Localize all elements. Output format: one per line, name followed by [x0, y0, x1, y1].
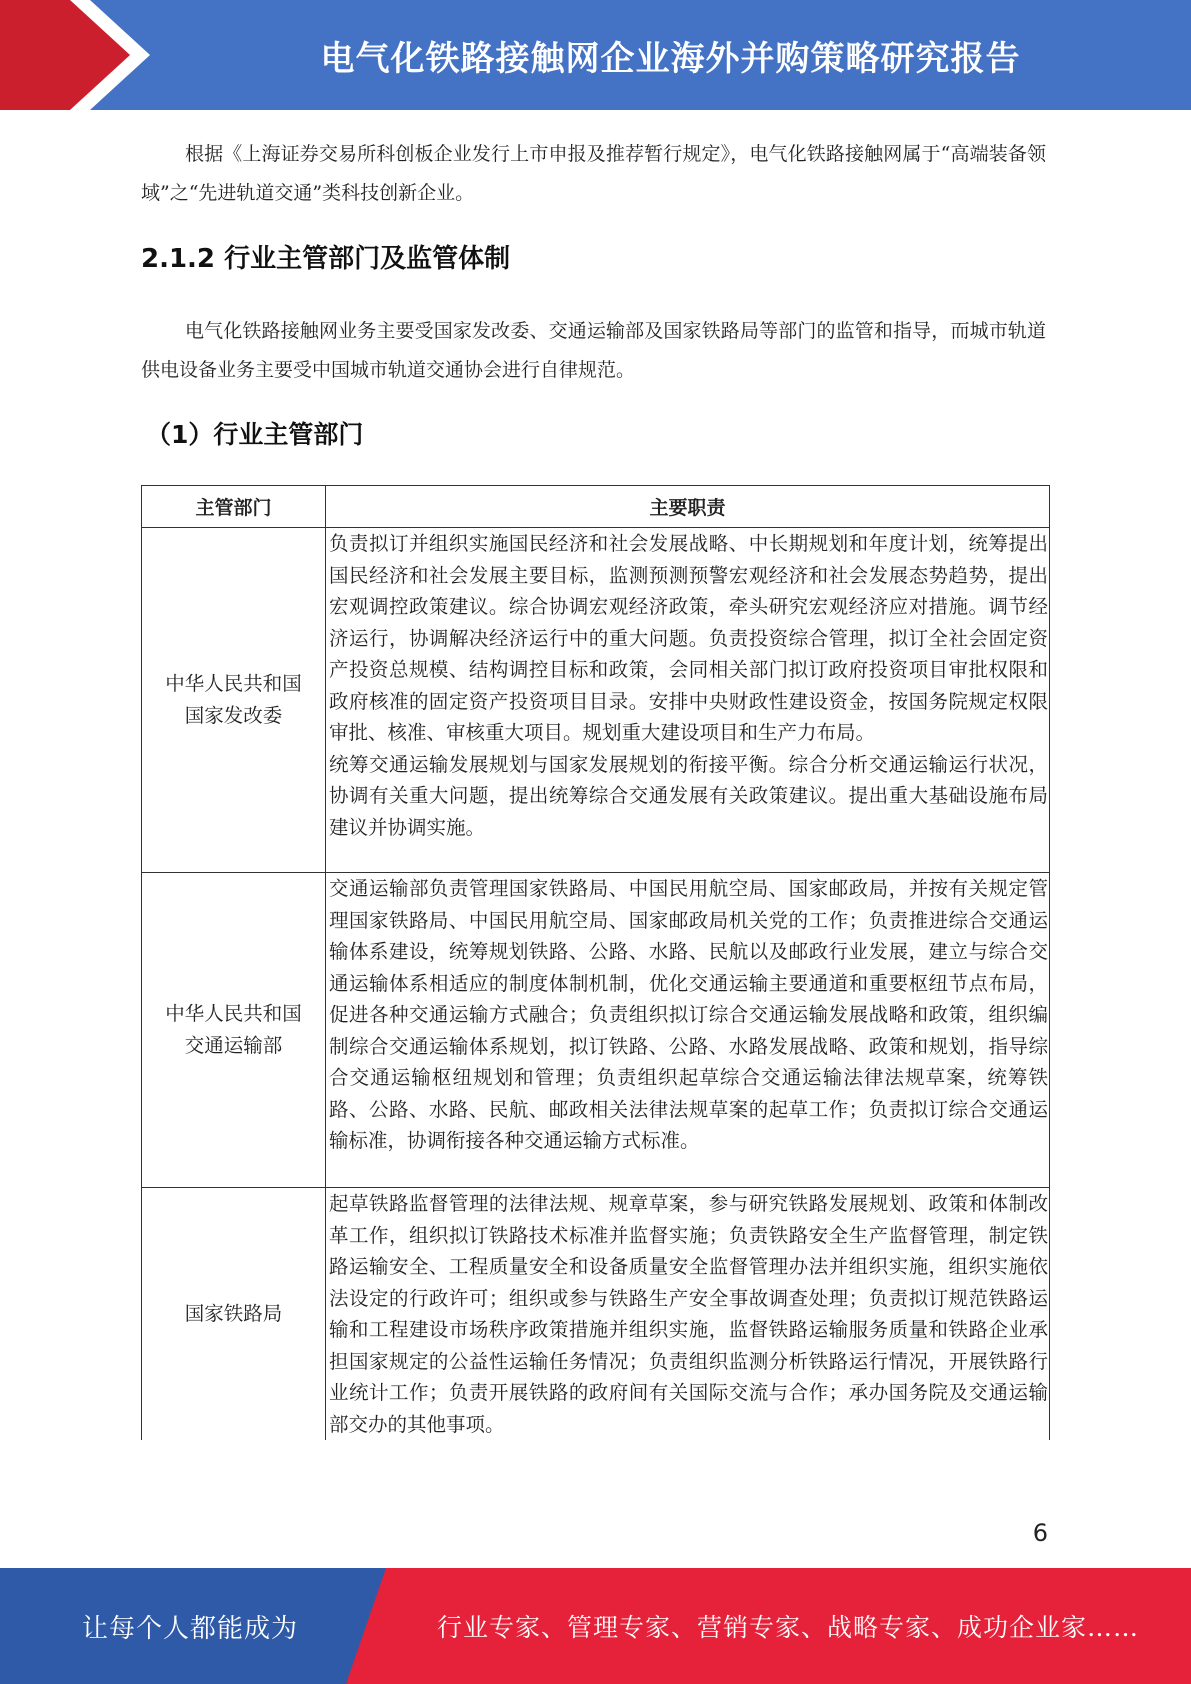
duties-cell: [326, 1188, 1050, 1441]
footer-slogan-left: 让每个人都能成为: [81, 1613, 298, 1644]
department-cell: [142, 873, 326, 1188]
department-name-line: 中华人民共和国: [165, 1002, 302, 1025]
department-name-line: 交通运输部: [184, 1034, 283, 1057]
column-header-duties: 主要职责: [326, 486, 1050, 528]
duties-text: 起草铁路监督管理的法律法规、规章草案，参与研究铁路发展规划、政策和体制改革工作，组织拟订铁路技术标准并监督实施；负责铁路安全生产监督管理，制定铁路运输安全、工程质量安全和设备质量安全监督管理办法并组织实施，组织实施依法设定的行政许可；组织或参与铁路生产安全事故调查处理；负责拟订规范铁路运输和工程建设市场秩序政策措施并组织实施，监督铁路运输服务质量和铁路企业承担国家规定的公益性运输任务情况；负责组织监测分析铁路运行情况，开展铁路行业统计工作；负责开展铁路的政府间有关国际交流与合作；承办国务院及交通运输部交办的其他事项。: [329, 1192, 1048, 1436]
table-row: [142, 873, 1050, 1188]
department-cell: [142, 1188, 326, 1441]
department-name-line: 国家铁路局: [184, 1302, 283, 1325]
page-header: [0, 0, 1191, 110]
footer-slogan-right: 行业专家、管理专家、营销专家、战略专家、成功企业家……: [436, 1613, 1139, 1642]
duties-text: 交通运输部负责管理国家铁路局、中国民用航空局、国家邮政局，并按有关规定管理国家铁路局、中国民用航空局、国家邮政局机关党的工作；负责推进综合交通运输体系建设，统筹规划铁路、公路、水路、民航以及邮政行业发展，建立与综合交通运输体系相适应的制度体制机制，优化交通运输主要通道和重要枢纽节点布局，促进各种交通运输方式融合；负责组织拟订综合交通运输发展战略和政策，组织编制综合交通运输体系规划，拟订铁路、公路、水路发展战略、政策和规划，指导综合交通运输枢纽规划和管理；负责组织起草综合交通运输法律法规草案，统筹铁路、公路、水路、民航、邮政相关法律法规草案的起草工作；负责拟订综合交通运输标准，协调衔接各种交通运输方式标准。: [329, 877, 1048, 1152]
table-header-row: [142, 486, 1050, 528]
duties-text: 统筹交通运输发展规划与国家发展规划的衔接平衡。综合分析交通运输运行状况，协调有关重大问题，提出统筹综合交通发展有关政策建议。提出重大基础设施布局建议并协调实施。: [329, 752, 1048, 839]
duties-cell: [326, 528, 1050, 873]
department-name-line: 中华人民共和国: [165, 672, 302, 695]
column-header-department: 主管部门: [142, 486, 326, 528]
section-heading: 2.1.2 行业主管部门及监管体制: [141, 244, 511, 274]
subsection-heading: （1）行业主管部门: [146, 420, 364, 449]
department-name-line: 国家发改委: [184, 704, 283, 727]
departments-table: [141, 485, 1050, 1440]
department-cell: [142, 528, 326, 873]
table-row: [142, 528, 1050, 873]
duties-text: 负责拟订并组织实施国民经济和社会发展战略、中长期规划和年度计划，统筹提出国民经济和社会发展主要目标，监测预测预警宏观经济和社会发展态势趋势，提出宏观调控政策建议。综合协调宏观经济政策，牵头研究宏观经济应对措施。调节经济运行，协调解决经济运行中的重大问题。负责投资综合管理，拟订全社会固定资产投资总规模、结构调控目标和政策，会同相关部门拟订政府投资项目审批权限和政府核准的固定资产投资项目目录。安排中央财政性建设资金，按国务院规定权限审批、核准、审核重大项目。规划重大建设项目和生产力布局。: [329, 532, 1048, 744]
page-footer: [0, 1568, 1191, 1684]
duties-cell: [326, 873, 1050, 1188]
chevron-arrow-icon: [0, 0, 160, 110]
report-title: 电气化铁路接触网企业海外并购策略研究报告: [320, 38, 1021, 79]
page-number: 6: [1032, 1519, 1048, 1547]
intro-paragraph: 根据《上海证券交易所科创板企业发行上市申报及推荐暂行规定》，电气化铁路接触网属于“高端装备领域”之“先进轨道交通”类科技创新企业。: [141, 143, 1046, 204]
table-row: [142, 1188, 1050, 1441]
section-paragraph: 电气化铁路接触网业务主要受国家发改委、交通运输部及国家铁路局等部门的监管和指导，而城市轨道供电设备业务主要受中国城市轨道交通协会进行自律规范。: [141, 320, 1046, 381]
